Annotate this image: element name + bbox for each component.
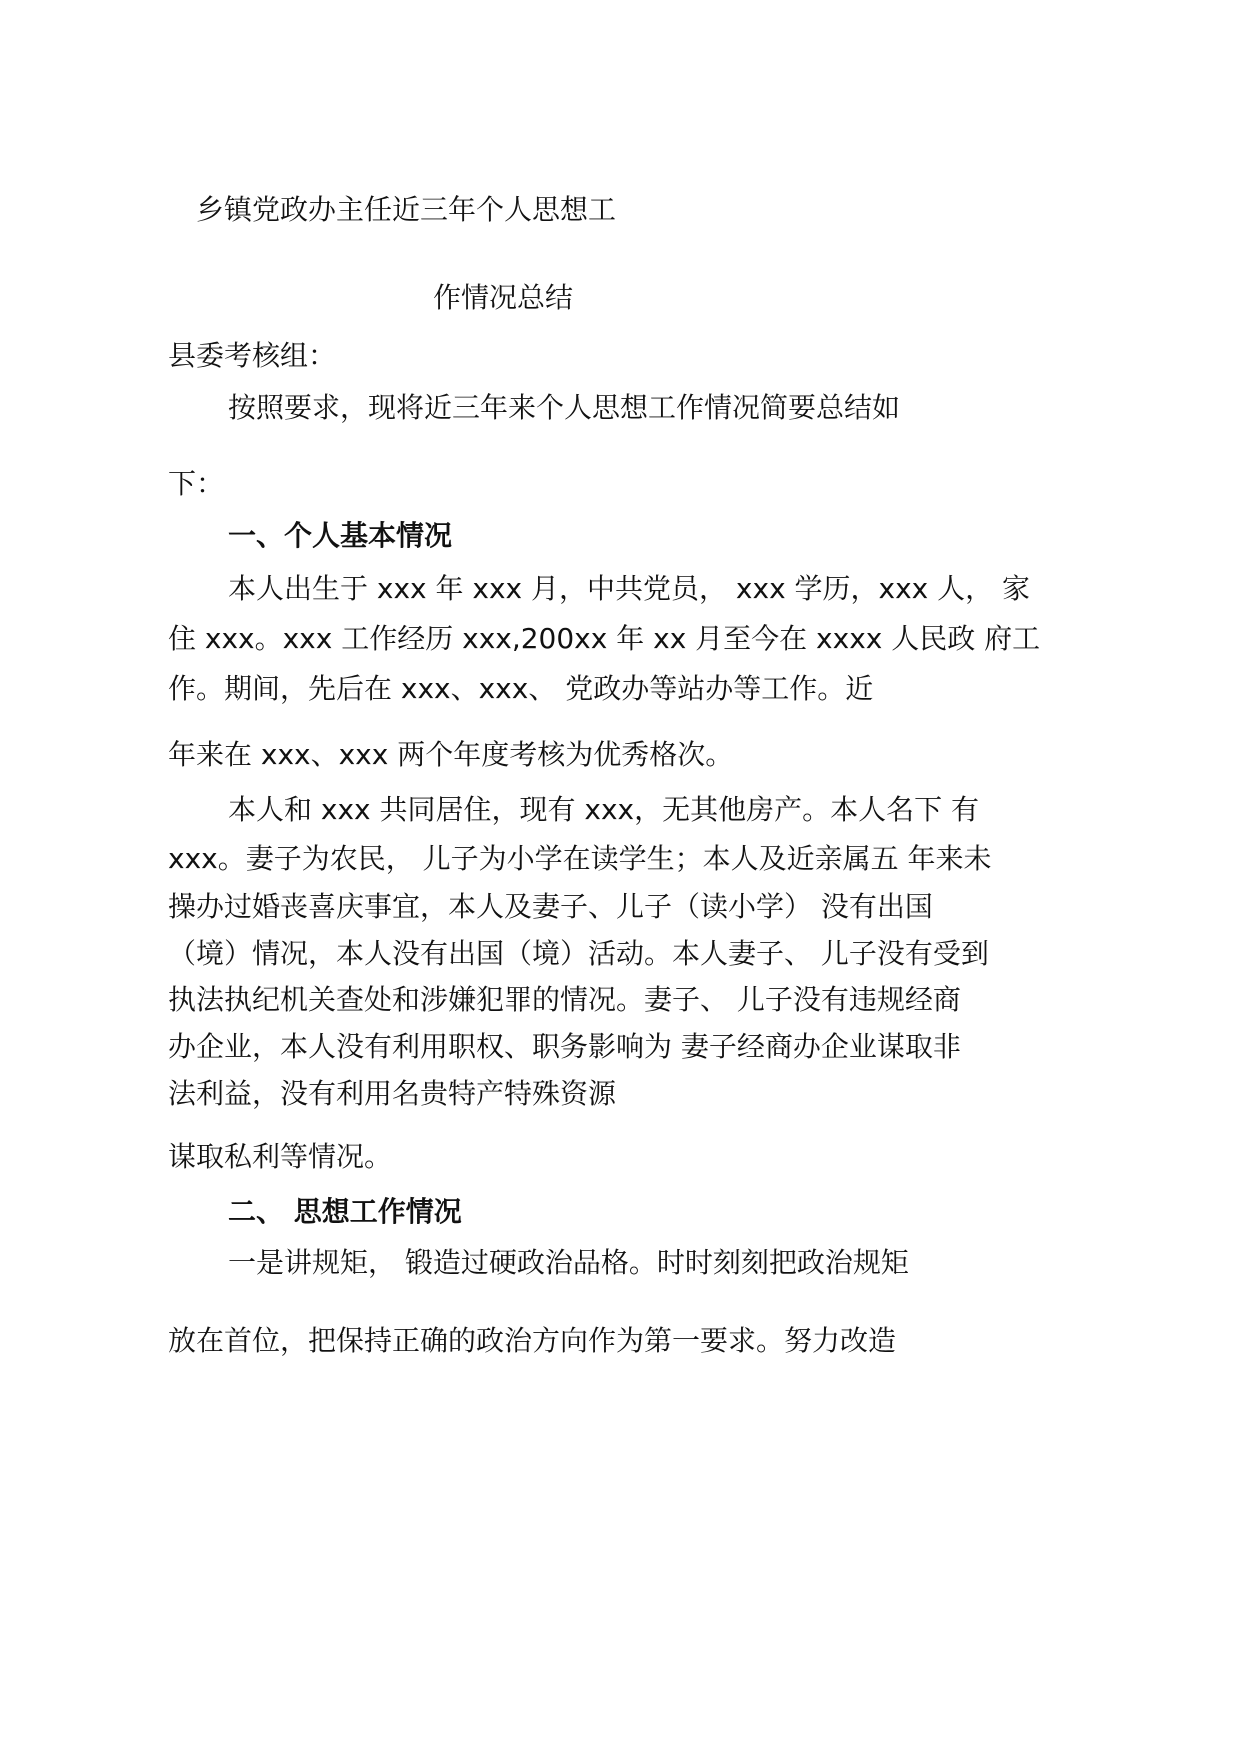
paragraph-2-line-7: 法利益，没有利用名贵特产特殊资源 [168,1077,617,1110]
paragraph-3-line-1: 一是讲规矩， 锻造过硬政治品格。时时刻刻把政治规矩 [228,1246,909,1279]
paragraph-2-line-5: 执法执纪机关查处和涉嫌犯罪的情况。妻子、 儿子没有违规经商 [168,983,961,1016]
salutation: 县委考核组： [168,339,337,372]
paragraph-1-line-2: 住 xxx。xxx 工作经历 xxx,200xx 年 xx 月至今在 xxxx 人民政 府工 [168,622,1041,655]
intro-line-1: 按照要求，现将近三年来个人思想工作情况简要总结如 [228,391,901,424]
section-1-heading: 一、个人基本情况 [228,519,453,552]
section-2-heading: 二、 思想工作情况 [228,1195,462,1228]
paragraph-1-line-3: 作。期间，先后在 xxx、xxx、 党政办等站办等工作。近 [168,672,874,705]
paragraph-3-line-2: 放在首位，把保持正确的政治方向作为第一要求。努力改造 [168,1324,897,1357]
paragraph-2-line-8: 谋取私利等情况。 [168,1140,393,1173]
paragraph-2-line-3: 操办过婚丧喜庆事宜，本人及妻子、儿子（读小学） 没有出国 [168,890,933,923]
paragraph-2-line-1: 本人和 xxx 共同居住，现有 xxx，无其他房产。本人名下 有 [228,793,980,826]
paragraph-1-line-4: 年来在 xxx、xxx 两个年度考核为优秀格次。 [168,738,734,771]
paragraph-2-line-2: xxx。妻子为农民， 儿子为小学在读学生；本人及近亲属五 年来未 [168,842,992,875]
paragraph-2-line-4: （境）情况，本人没有出国（境）活动。本人妻子、 儿子没有受到 [168,937,989,970]
paragraph-2-line-6: 办企业，本人没有利用职权、职务影响为 妻子经商办企业谋取非 [168,1030,961,1063]
document-title-line-2: 作情况总结 [433,281,574,314]
paragraph-1-line-1: 本人出生于 xxx 年 xxx 月，中共党员， xxx 学历，xxx 人， 家 [228,572,1031,605]
intro-line-2: 下： [168,467,225,500]
document-title-line-1: 乡镇党政办主任近三年个人思想工 [196,193,617,226]
